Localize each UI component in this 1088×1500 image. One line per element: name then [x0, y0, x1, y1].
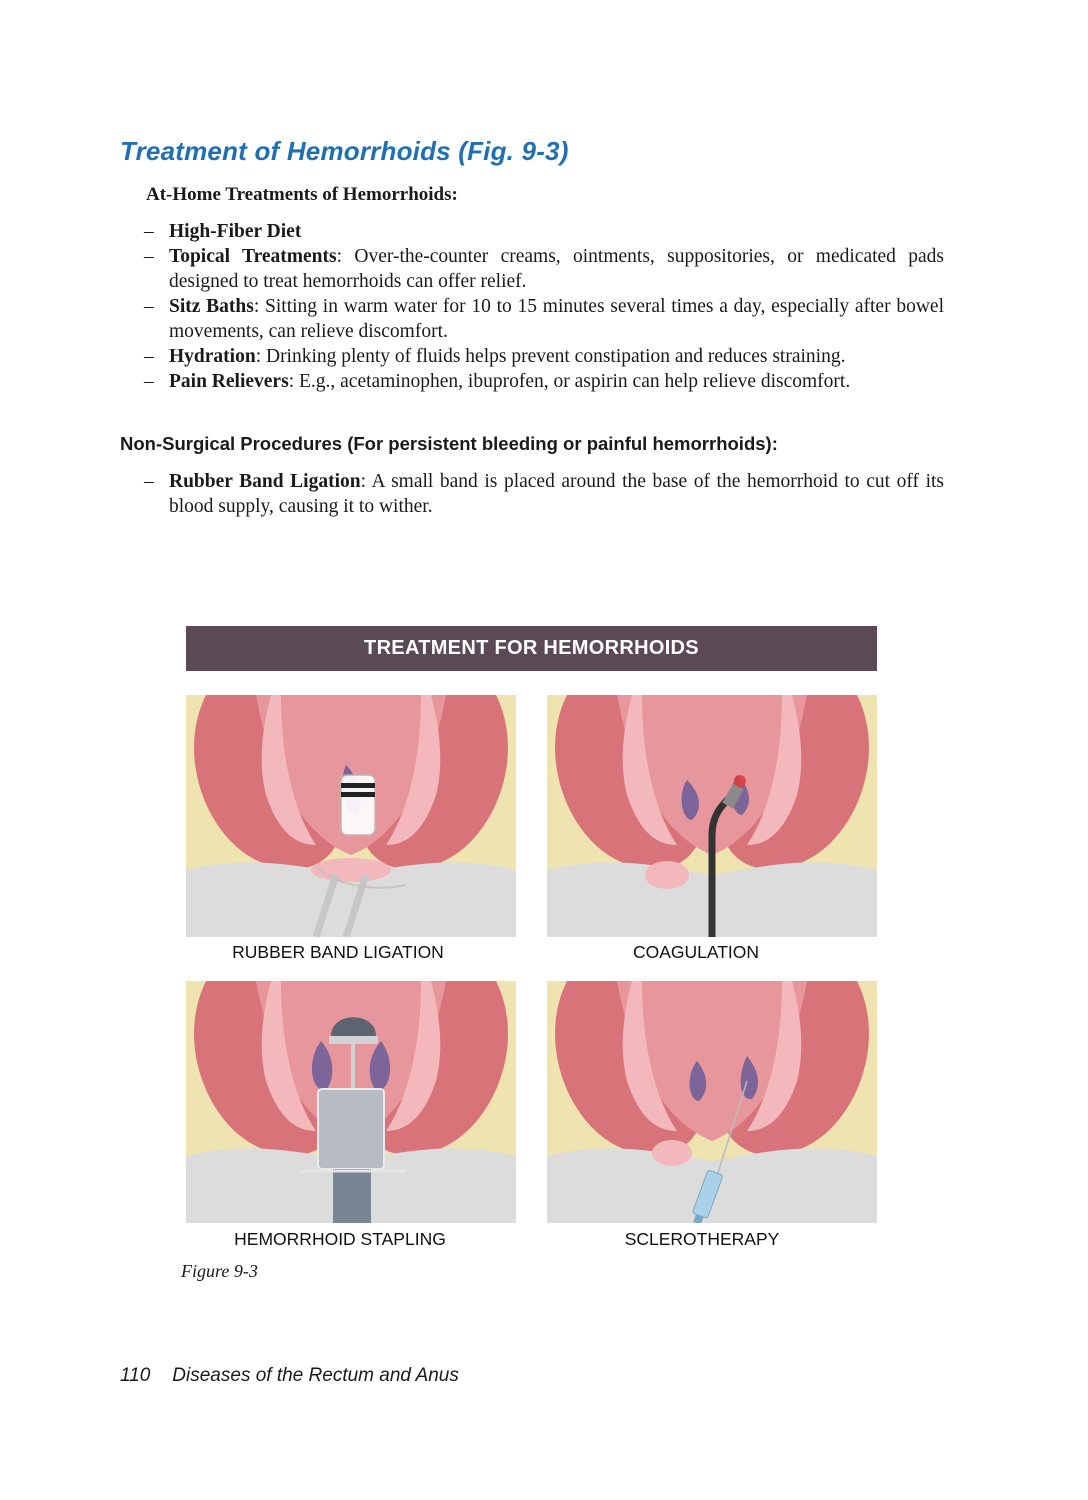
- dash: –: [144, 346, 154, 367]
- illustration-rubber-band-ligation: [186, 695, 516, 937]
- dash: –: [144, 371, 154, 392]
- item-term: High-Fiber Diet: [169, 221, 302, 242]
- list-item: [144, 294, 944, 344]
- page-footer: [120, 1365, 459, 1387]
- list-item: [144, 244, 944, 294]
- list-item: [144, 469, 944, 519]
- home-treatments-heading: At-Home Treatments of Hemorrhoids:: [146, 184, 458, 205]
- dash: –: [144, 246, 154, 267]
- caption-sclerotherapy: SCLEROTHERAPY: [624, 1229, 780, 1249]
- home-treatments-list: [144, 219, 944, 394]
- nonsurgical-heading: Non-Surgical Procedures (For persistent bleeding or painful hemorrhoids):: [120, 433, 778, 454]
- item-term: Sitz Baths: [169, 296, 254, 317]
- item-text: : Over-the-counter creams, ointments, suppositories, or medicated pads designed to treat hemorrhoids can offer relief.: [169, 246, 944, 292]
- figure-label: Figure 9-3: [181, 1261, 258, 1281]
- figure-banner: TREATMENT FOR HEMORRHOIDS: [186, 626, 877, 671]
- item-text: : E.g., acetaminophen, ibuprofen, or aspirin can help relieve discomfort.: [288, 371, 851, 392]
- illustration-sclerotherapy: [547, 981, 877, 1223]
- item-term: Pain Relievers: [169, 371, 289, 392]
- dash: –: [144, 296, 154, 317]
- illustration-hemorrhoid-stapling: [186, 981, 516, 1223]
- dash: –: [144, 221, 154, 242]
- item-text: : Sitting in warm water for 10 to 15 minutes several times a day, especially after bowel movements, can relieve discomfort.: [169, 296, 944, 342]
- illustration-coagulation: [547, 695, 877, 937]
- item-text: : Drinking plenty of fluids helps prevent constipation and reduces straining.: [255, 346, 846, 367]
- item-term: Hydration: [169, 346, 256, 367]
- list-item: [144, 369, 944, 394]
- caption-coagulation: COAGULATION: [632, 942, 760, 962]
- dash: –: [144, 471, 154, 492]
- item-term: Topical Treatments: [169, 246, 337, 267]
- item-term: Rubber Band Ligation: [169, 471, 361, 492]
- caption-rubber-band-ligation: RUBBER BAND LIGATION: [232, 942, 444, 962]
- section-title: Treatment of Hemorrhoids (Fig. 9-3): [120, 136, 569, 166]
- chapter-title: Diseases of the Rectum and Anus: [172, 1365, 459, 1386]
- list-item: [144, 344, 944, 369]
- caption-hemorrhoid-stapling: HEMORRHOID STAPLING: [234, 1229, 446, 1249]
- page-number: 110: [120, 1365, 151, 1386]
- item-text: : A small band is placed around the base of the hemorrhoid to cut off its blood supply, causing it to wither.: [169, 471, 944, 517]
- list-item: [144, 219, 944, 244]
- nonsurgical-list: [144, 469, 944, 519]
